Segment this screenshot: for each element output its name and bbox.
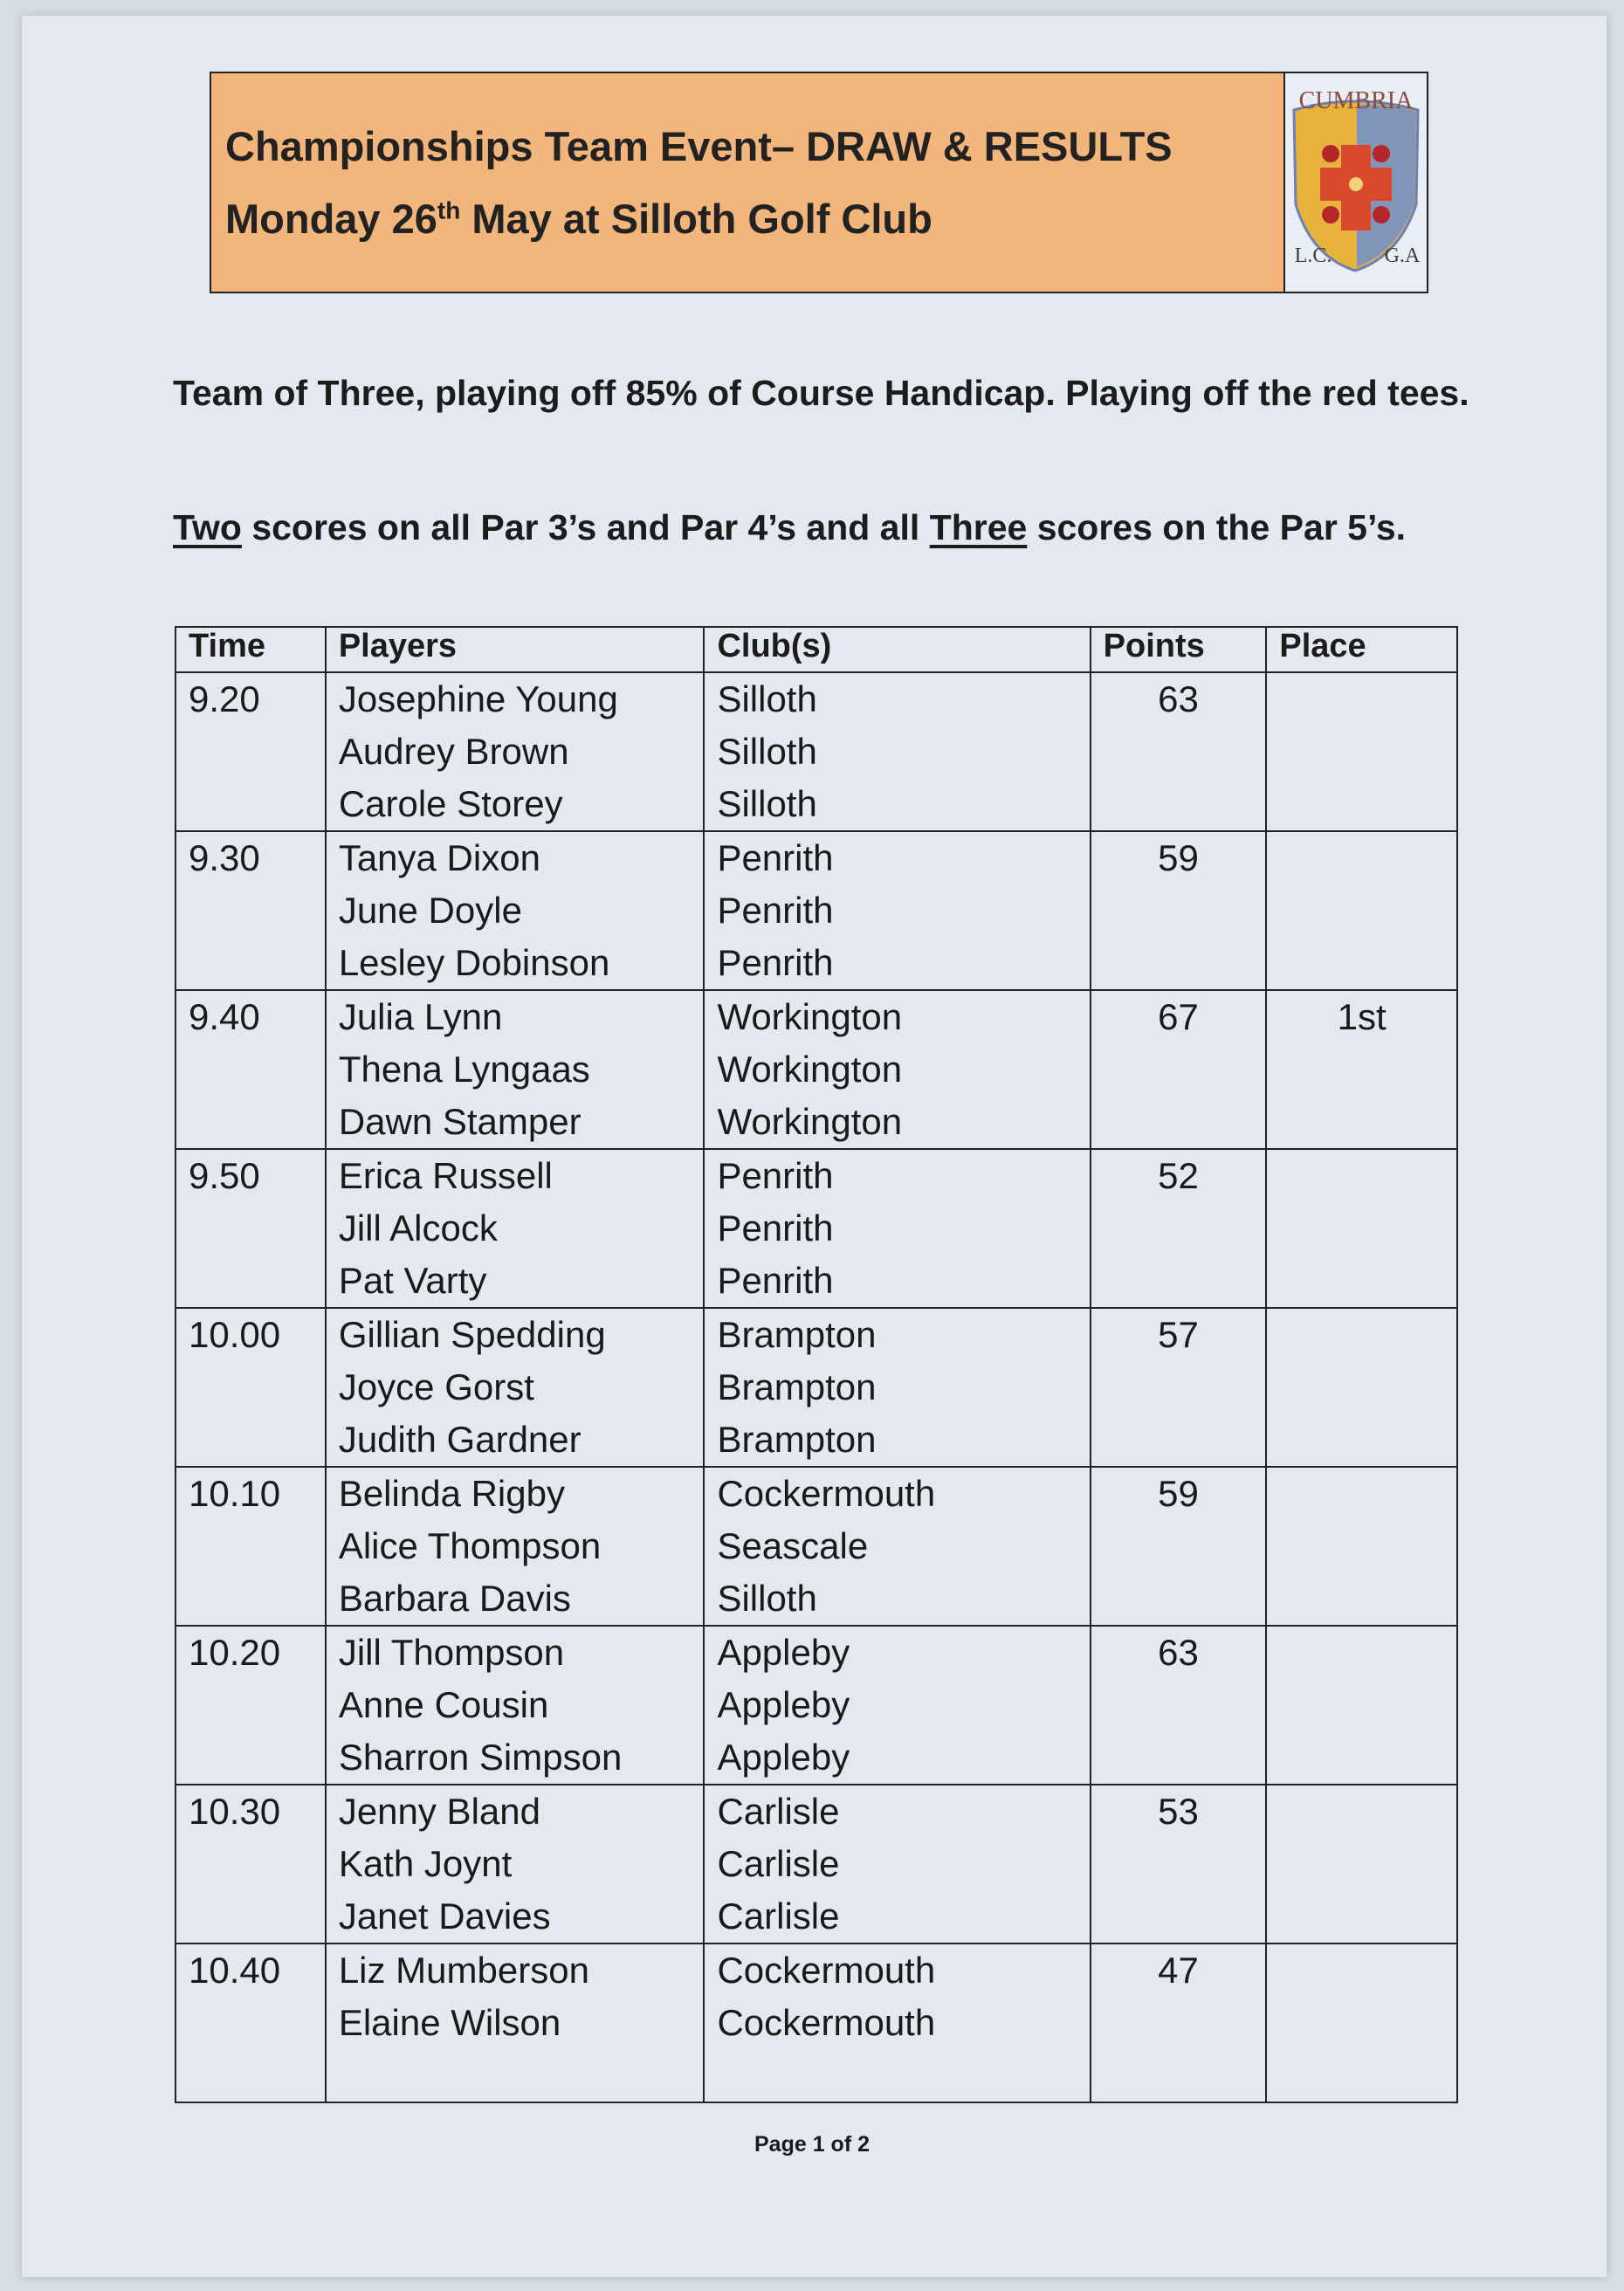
tee-time: 9.30 <box>175 831 326 990</box>
club-name: Penrith <box>717 890 834 931</box>
table-header-row <box>175 627 1457 672</box>
player-name: Josephine Young <box>338 678 618 719</box>
club-name: Penrith <box>717 837 834 878</box>
table-row <box>175 831 1457 990</box>
player-name: Julia Lynn <box>338 996 503 1037</box>
scoring-rule <box>173 499 1483 555</box>
title-text-block <box>211 73 1283 292</box>
players-cell <box>326 1149 705 1308</box>
team-place <box>1266 672 1457 831</box>
crest-cell <box>1283 73 1427 292</box>
player-name: Dawn Stamper <box>338 1101 581 1142</box>
team-place: 1st <box>1266 990 1457 1149</box>
player-name: June Doyle <box>338 890 522 931</box>
clubs-cell <box>704 990 1090 1149</box>
tee-time: 9.40 <box>175 990 326 1149</box>
club-name: Seascale <box>717 1525 869 1566</box>
draw-results-table <box>175 626 1458 2103</box>
title-banner <box>210 72 1428 293</box>
players-cell <box>326 1308 705 1467</box>
club-name: Appleby <box>717 1684 850 1725</box>
club-name: Cockermouth <box>717 2002 936 2043</box>
player-name: Jenny Bland <box>338 1791 540 1832</box>
table-row <box>175 1149 1457 1308</box>
event-date-suffix: May at Silloth Golf Club <box>460 196 932 242</box>
cumbria-crest-logo <box>1285 73 1427 292</box>
team-place <box>1266 1149 1457 1308</box>
table-row <box>175 672 1457 831</box>
club-name: Penrith <box>717 942 834 983</box>
player-name: Alice Thompson <box>338 1525 602 1566</box>
player-name: Sharron Simpson <box>338 1737 623 1778</box>
team-points: 59 <box>1091 831 1267 990</box>
tee-time: 10.20 <box>175 1626 326 1785</box>
team-place <box>1266 1308 1457 1467</box>
club-name: Penrith <box>717 1155 834 1196</box>
event-date-ordinal: th <box>437 196 461 224</box>
team-place <box>1266 1626 1457 1785</box>
club-name: Silloth <box>717 731 817 772</box>
header-points: Points <box>1091 627 1267 672</box>
tee-time: 10.30 <box>175 1785 326 1944</box>
clubs-cell <box>704 831 1090 990</box>
crest-right-text: G.A <box>1384 244 1421 267</box>
players-cell <box>326 1467 705 1626</box>
team-points: 67 <box>1091 990 1267 1149</box>
tee-time: 10.40 <box>175 1944 326 2102</box>
tee-time: 10.10 <box>175 1467 326 1626</box>
players-cell <box>326 831 705 990</box>
player-name: Tanya Dixon <box>338 837 540 878</box>
club-name: Cockermouth <box>717 1473 936 1514</box>
player-name: Thena Lyngaas <box>338 1049 590 1090</box>
tee-time: 9.50 <box>175 1149 326 1308</box>
player-name: Erica Russell <box>338 1155 553 1196</box>
team-place <box>1266 1944 1457 2102</box>
team-points: 59 <box>1091 1467 1267 1626</box>
header-clubs: Club(s) <box>704 627 1090 672</box>
club-name: Workington <box>717 1049 903 1090</box>
event-date-prefix: Monday 26 <box>225 196 437 242</box>
scoring-rule-two: Two <box>173 507 242 547</box>
player-name: Kath Joynt <box>338 1843 513 1884</box>
club-name: Silloth <box>717 678 817 719</box>
club-name: Penrith <box>717 1207 834 1249</box>
players-cell <box>326 1626 705 1785</box>
clubs-cell <box>704 1626 1090 1785</box>
table-row <box>175 1308 1457 1467</box>
player-name: Elaine Wilson <box>338 2002 561 2043</box>
player-name: Anne Cousin <box>338 1684 549 1725</box>
club-name: Carlisle <box>717 1843 840 1884</box>
players-cell <box>326 1785 705 1944</box>
team-points: 63 <box>1091 672 1267 831</box>
clubs-cell <box>704 672 1090 831</box>
player-name: Janet Davies <box>338 1895 551 1937</box>
club-name: Appleby <box>717 1632 850 1673</box>
club-name: Carlisle <box>717 1895 840 1937</box>
clubs-cell <box>704 1467 1090 1626</box>
player-name: Lesley Dobinson <box>338 942 610 983</box>
team-points: 47 <box>1091 1944 1267 2102</box>
table-row <box>175 1785 1457 1944</box>
tee-time: 9.20 <box>175 672 326 831</box>
team-points: 57 <box>1091 1308 1267 1467</box>
player-name: Liz Mumberson <box>338 1950 589 1991</box>
players-cell <box>326 990 705 1149</box>
clubs-cell <box>704 1944 1090 2102</box>
crest-left-text: L.C. <box>1294 244 1332 267</box>
scoring-rule-mid: scores on all Par 3’s and Par 4’s and all <box>241 507 930 547</box>
club-name: Carlisle <box>717 1791 840 1832</box>
player-name: Barbara Davis <box>338 1578 571 1619</box>
format-description: Team of Three, playing off 85% of Course Handicap. Playing off the red tees. <box>173 373 1469 413</box>
team-points: 63 <box>1091 1626 1267 1785</box>
player-name: Judith Gardner <box>338 1419 581 1460</box>
club-name: Appleby <box>717 1737 850 1778</box>
club-name: Brampton <box>717 1419 877 1460</box>
club-name: Workington <box>717 1101 903 1142</box>
club-name: Silloth <box>717 1578 817 1619</box>
club-name: Workington <box>717 996 903 1037</box>
club-name: Brampton <box>717 1366 877 1407</box>
player-name: Carole Storey <box>338 783 563 824</box>
table-row <box>175 990 1457 1149</box>
crest-top-text: CUMBRIA <box>1298 87 1414 114</box>
event-date <box>225 195 1283 243</box>
clubs-cell <box>704 1149 1090 1308</box>
table-row <box>175 1626 1457 1785</box>
player-name: Jill Thompson <box>338 1632 565 1673</box>
player-name: Joyce Gorst <box>338 1366 534 1407</box>
header-time: Time <box>175 627 326 672</box>
team-place <box>1266 831 1457 990</box>
table-row <box>175 1467 1457 1626</box>
team-place <box>1266 1467 1457 1626</box>
player-name: Pat Varty <box>338 1260 487 1301</box>
header-players: Players <box>326 627 705 672</box>
header-place: Place <box>1266 627 1457 672</box>
player-name: Jill Alcock <box>338 1207 498 1249</box>
page-number: Page 1 of 2 <box>754 2132 870 2157</box>
team-points: 53 <box>1091 1785 1267 1944</box>
club-name: Brampton <box>717 1314 877 1355</box>
players-cell <box>326 1944 705 2102</box>
player-name: Audrey Brown <box>338 731 569 772</box>
event-title: Championships Team Event– DRAW & RESULTS <box>225 123 1173 169</box>
players-cell <box>326 672 705 831</box>
clubs-cell <box>704 1785 1090 1944</box>
player-name: Belinda Rigby <box>338 1473 565 1514</box>
club-name: Penrith <box>717 1260 834 1301</box>
team-place <box>1266 1785 1457 1944</box>
club-name: Silloth <box>717 783 817 824</box>
team-points: 52 <box>1091 1149 1267 1308</box>
table-row <box>175 1944 1457 2102</box>
scoring-rule-end: scores on the Par 5’s. <box>1027 507 1407 547</box>
club-name: Cockermouth <box>717 1950 936 1991</box>
clubs-cell <box>704 1308 1090 1467</box>
player-name: Gillian Spedding <box>338 1314 606 1355</box>
scoring-rule-three: Three <box>929 507 1028 547</box>
tee-time: 10.00 <box>175 1308 326 1467</box>
